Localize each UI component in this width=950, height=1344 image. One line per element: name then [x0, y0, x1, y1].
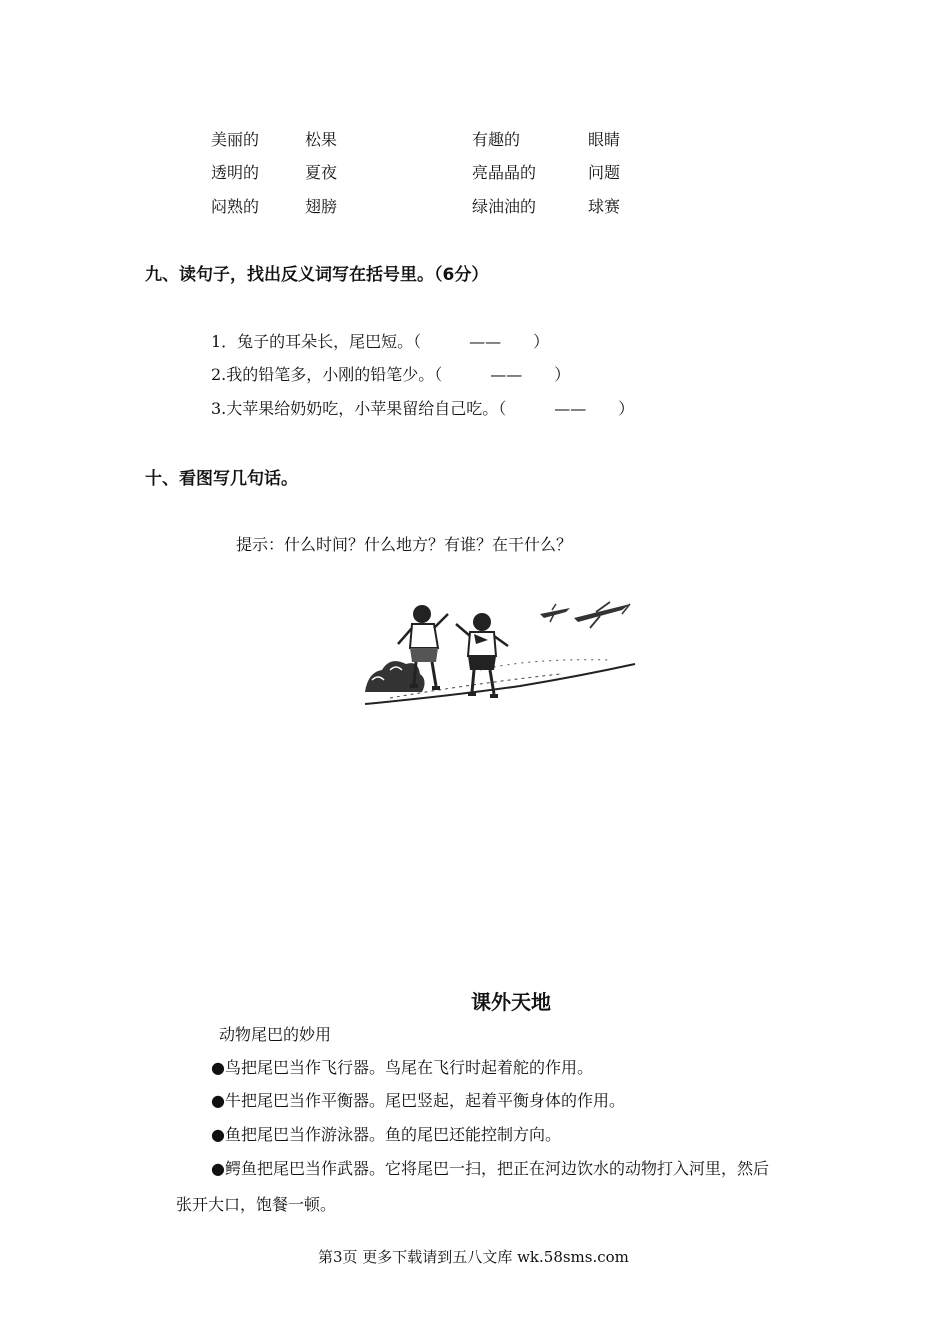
extra-item: ●牛把尾巴当作平衡器。尾巴竖起，起着平衡身体的作用。: [211, 1091, 625, 1110]
left-adjective: 闷熟的: [211, 197, 260, 216]
question-item: 3.大苹果给奶奶吃，小苹果留给自己吃。（ —— ）: [211, 399, 635, 418]
question-item: 1．兔子的耳朵长，尾巴短。（ —— ）: [211, 332, 550, 351]
left-adjective: 透明的: [211, 163, 260, 182]
extra-item-continuation: 张开大口，饱餐一顿。: [176, 1195, 337, 1214]
extra-item: ●鸟把尾巴当作飞行器。鸟尾在飞行时起着舵的作用。: [211, 1058, 593, 1077]
question-item: 2.我的铅笔多，小刚的铅笔少。（ —— ）: [211, 365, 571, 384]
hint-text: 提示：什么时间？什么地方？有谁？在干什么？: [236, 535, 573, 554]
right-adjective: 亮晶晶的: [472, 163, 537, 182]
right-noun: 球赛: [588, 197, 621, 216]
boys-flying-planes-illustration: [360, 600, 640, 710]
extra-subtitle: 动物尾巴的妙用: [219, 1025, 332, 1044]
left-noun: 松果: [305, 130, 338, 149]
left-adjective: 美丽的: [211, 130, 260, 149]
right-adjective: 有趣的: [472, 130, 521, 149]
right-adjective: 绿油油的: [472, 197, 537, 216]
extra-title: 课外天地: [471, 990, 551, 1014]
section-heading: 十、看图写几句话。: [145, 469, 298, 489]
extra-item: ●鱼把尾巴当作游泳器。鱼的尾巴还能控制方向。: [211, 1125, 561, 1144]
extra-item: ●鳄鱼把尾巴当作武器。它将尾巴一扫，把正在河边饮水的动物打入河里，然后: [211, 1159, 769, 1178]
page-footer: 第3页 更多下载请到五八文库 wk.58sms.com: [318, 1248, 629, 1266]
left-noun: 翅膀: [305, 197, 338, 216]
left-noun: 夏夜: [305, 163, 338, 182]
right-noun: 问题: [588, 163, 621, 182]
section-heading: 九、读句子，找出反义词写在括号里。（6分）: [145, 265, 489, 285]
right-noun: 眼睛: [588, 130, 621, 149]
